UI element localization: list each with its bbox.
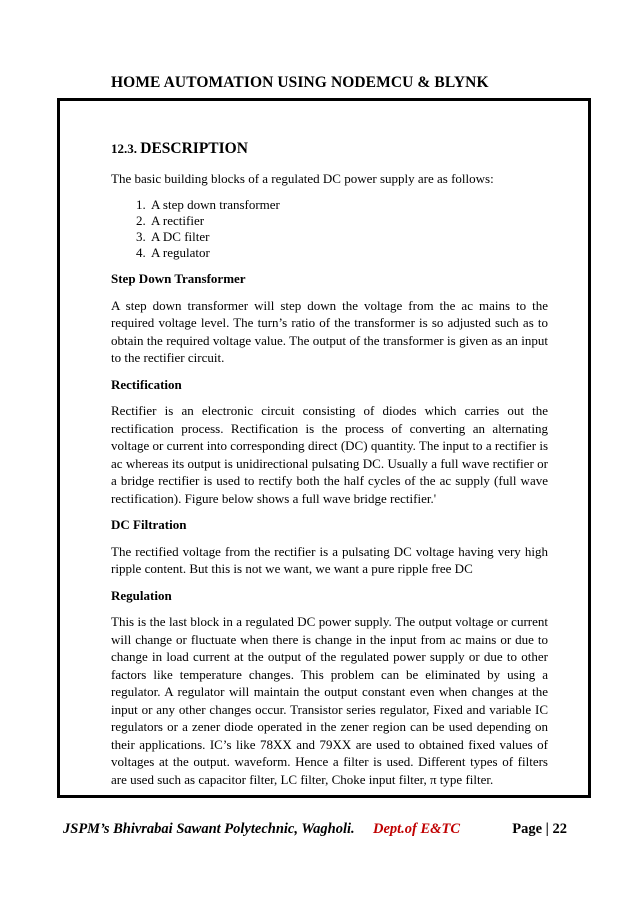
subheading-transformer: Step Down Transformer bbox=[111, 271, 246, 286]
running-header: HOME AUTOMATION USING NODEMCU & BLYNK bbox=[111, 74, 489, 91]
page-number: Page | 22 bbox=[512, 821, 567, 837]
section-number: 12.3. bbox=[111, 141, 137, 156]
subheading-regulation: Regulation bbox=[111, 587, 172, 603]
list-item: 1. A step down transformer bbox=[149, 197, 548, 213]
building-blocks-list bbox=[111, 197, 548, 261]
regulation-paragraph: This is the last block in a regulated DC power supply. The output voltage or current will change or fluctuate when there is change in the input from ac mains or due to change in load current at the output of the regulated power supply or due to other factors like temperature changes. This problem can be eliminated by using a regulator. A regulator will maintain the output constant even when changes at the input or any other changes occur. Transistor series regulator, Fixed and variable IC regulators or a zener diode operated in the zener region can be used depending on their applications. IC’s like 78XX and 79XX are used to obtained fixed values of voltages at the output. waveform. Hence a filter is used. Different types of filters are used such as capacitor filter, LC filter, Choke input filter, π type filter. bbox=[111, 614, 548, 787]
section-title: DESCRIPTION bbox=[140, 140, 248, 157]
subheading-dc-filtration: DC Filtration bbox=[111, 517, 187, 532]
footer-college: JSPM’s Bhivrabai Sawant Polytechnic, Wagholi. bbox=[63, 821, 355, 837]
subheading-rectification: Rectification bbox=[111, 376, 182, 392]
rectification-paragraph: Rectifier is an electronic circuit consisting of diodes which carries out the rectification process. Rectification is the process of converting an alternating voltage or current into corresponding direct (DC) quantity. The input to a rectifier is ac whereas its output is unidirectional pulsating DC. Usually a full wave rectifier or a bridge rectifier is used to rectify both the half cycles of the ac supply (full wave rectification). Figure below shows a full wave bridge rectifier.' bbox=[111, 403, 548, 506]
footer-department: Dept.of E&TC bbox=[373, 821, 460, 837]
list-item: 4. A regulator bbox=[149, 245, 548, 261]
section-heading bbox=[111, 140, 548, 158]
list-item: 2. A rectifier bbox=[149, 213, 548, 229]
list-item: 3. A DC filter bbox=[149, 229, 548, 245]
dc-filtration-paragraph: The rectified voltage from the rectifier is a pulsating DC voltage having very high ripple content. But this is not we want, we want a pure ripple free DC bbox=[111, 543, 548, 576]
transformer-paragraph: A step down transformer will step down the voltage from the ac mains to the required voltage level. The turn’s ratio of the transformer is so adjusted such as to obtain the required voltage value. The output of the transformer is given as an input to the rectifier circuit. bbox=[111, 297, 548, 365]
intro-paragraph: The basic building blocks of a regulated DC power supply are as follows: bbox=[111, 170, 494, 186]
page-content bbox=[111, 140, 548, 797]
